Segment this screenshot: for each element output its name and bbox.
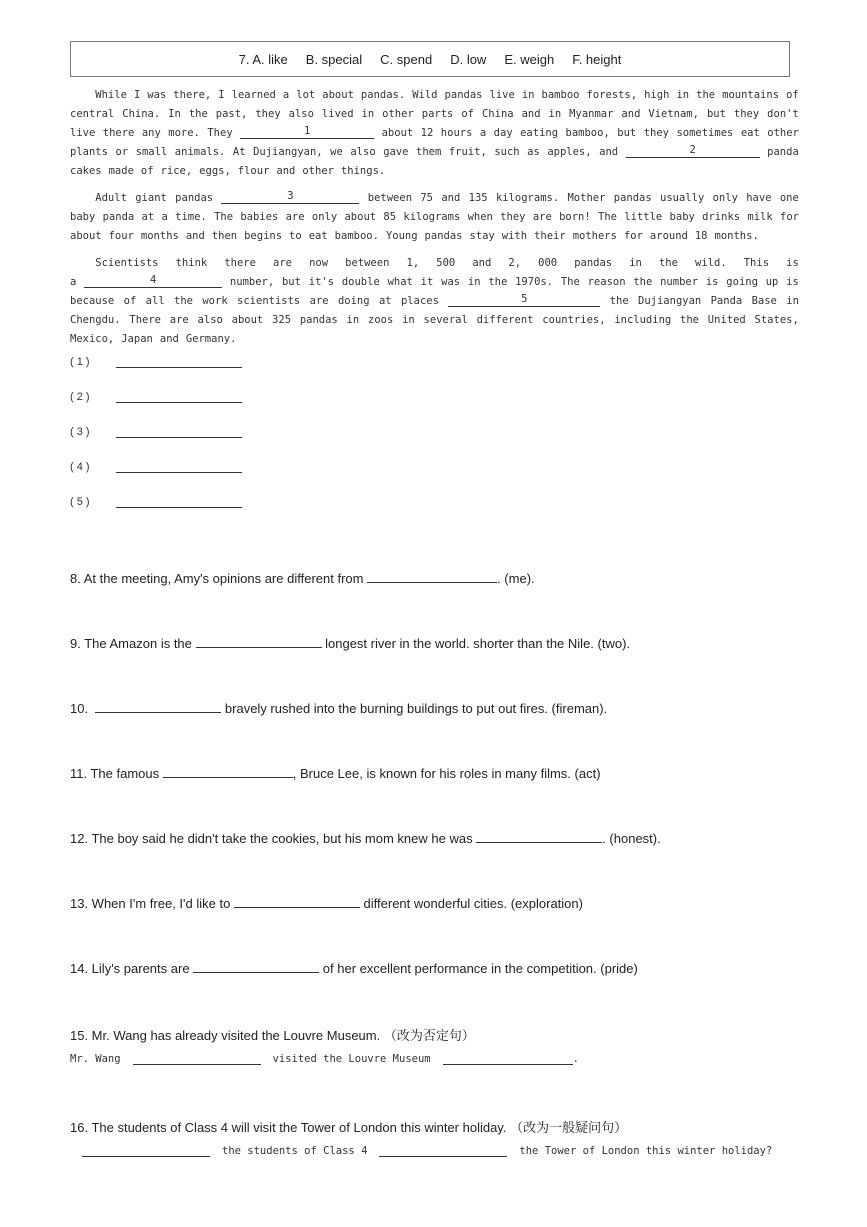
- passage-word: or: [115, 146, 129, 158]
- answer-blank-3[interactable]: [116, 424, 242, 438]
- passage-word: was: [147, 89, 167, 101]
- passage-word: gave: [383, 146, 409, 158]
- passage-word: is: [786, 276, 799, 288]
- passage-word: Dujiangyan,: [253, 146, 323, 158]
- passage-word: any: [141, 127, 161, 139]
- passage-word: Chengdu.: [70, 314, 121, 326]
- passage-word: high: [644, 89, 670, 101]
- passage-word: there,: [173, 89, 212, 101]
- question-text: 10.: [70, 701, 96, 716]
- passage-word: Germany.: [185, 333, 237, 345]
- passage-word: baby: [70, 211, 96, 223]
- passage-word: number: [660, 276, 699, 288]
- passage-word: 135: [468, 192, 488, 204]
- passage-line: [70, 292, 799, 311]
- passage-word: there: [102, 127, 135, 139]
- passage-word: but: [617, 127, 637, 139]
- answer-row-3: [70, 424, 242, 438]
- passage-line: [70, 227, 799, 246]
- passage-word: because: [70, 295, 115, 307]
- passage-word: Scientists: [70, 257, 159, 269]
- answer-label: ( 1 ): [70, 356, 90, 368]
- passage-word: only: [712, 192, 738, 204]
- passage-word: flour: [237, 165, 270, 177]
- passage-word: begins: [244, 230, 283, 242]
- passage-line: [70, 105, 799, 124]
- passage-word: at: [141, 211, 155, 223]
- passage-word: of: [123, 295, 137, 307]
- passage-word: different: [476, 314, 534, 326]
- passage-word: zoos: [368, 314, 394, 326]
- passage-word: things.: [340, 165, 386, 177]
- question-12: [70, 829, 661, 846]
- question-text: longest river in the world. shorter than the Nile. (two).: [321, 636, 631, 651]
- passage-word: Young: [385, 230, 418, 242]
- question-8: [70, 569, 535, 586]
- passage-word: for: [780, 211, 799, 223]
- passage-word: months: [140, 230, 179, 242]
- passage-word: apples,: [547, 146, 592, 158]
- passage-word: learned: [231, 89, 276, 101]
- passage-word: pandas: [299, 314, 338, 326]
- question-text: of her excellent performance in the competition. (pride): [319, 961, 638, 976]
- passage-word: stay: [469, 230, 495, 242]
- passage-word: at: [378, 295, 392, 307]
- passage-word: are: [169, 314, 189, 326]
- passage-word: eating: [520, 127, 559, 139]
- passage-word: The: [214, 211, 234, 223]
- passage-word: panda: [767, 146, 799, 158]
- passage-word: live: [70, 127, 96, 139]
- passage-word: about: [231, 314, 264, 326]
- passage-word: the: [174, 295, 193, 307]
- question-11: [70, 764, 601, 781]
- passage-word: and: [276, 165, 296, 177]
- question-text: .: [572, 1053, 579, 1065]
- passage-word: all: [145, 295, 165, 307]
- gap-5[interactable]: 5: [448, 292, 600, 307]
- passage-word: only: [311, 211, 338, 223]
- passage-word: to: [289, 230, 302, 242]
- answer-row-2: [70, 389, 242, 403]
- passage-word: and: [159, 333, 179, 345]
- option-e: E. weigh: [504, 51, 555, 67]
- passage-word: other: [382, 108, 414, 120]
- passage-word: of: [140, 165, 154, 177]
- passage-word: born!: [559, 211, 591, 223]
- passage-line: [70, 311, 799, 330]
- passage-word: the: [633, 276, 653, 288]
- passage-word: The: [598, 211, 617, 223]
- passage-word: are: [285, 211, 305, 223]
- passage-word: This: [743, 257, 770, 269]
- passage-word: the: [488, 276, 508, 288]
- question-13: [70, 894, 583, 911]
- passage-word: drinks: [702, 211, 741, 223]
- passage-word: I: [133, 89, 141, 101]
- passage-word: in: [346, 314, 360, 326]
- passage-word: China: [481, 108, 514, 120]
- passage-word: several: [423, 314, 468, 326]
- passage-word: 325: [272, 314, 292, 326]
- passage-word: in: [361, 108, 375, 120]
- passage-word: pandas: [574, 257, 613, 269]
- passage-word: the: [188, 108, 208, 120]
- passage-word: are: [273, 257, 292, 269]
- question-9: [70, 634, 630, 651]
- passage-word: 500: [436, 257, 456, 269]
- passage-word: places: [400, 295, 439, 307]
- passage-word: their: [534, 230, 566, 242]
- question-text: 11. The famous: [70, 766, 163, 781]
- passage-word: have: [746, 192, 772, 204]
- question-16: [70, 1117, 627, 1136]
- passage-paragraph-3: [70, 254, 799, 349]
- passage-word: 18: [694, 230, 708, 242]
- passage-word: live: [489, 89, 515, 101]
- question-text: bravely rushed into the burning buildings to put out fires. (fireman).: [221, 701, 608, 716]
- passage-line: [70, 189, 799, 208]
- answer-blank-1[interactable]: [116, 354, 242, 368]
- passage-word: time.: [175, 211, 207, 223]
- passage-line: [70, 273, 799, 292]
- passage-word: four: [108, 230, 134, 242]
- passage-word: as: [527, 146, 540, 158]
- passage-word: now: [309, 257, 329, 269]
- passage-word: when: [467, 211, 493, 223]
- answer-label: ( 5 ): [70, 496, 90, 508]
- passage-word: they: [733, 108, 760, 120]
- passage-word: a: [161, 211, 168, 223]
- word-options-box: [70, 41, 790, 77]
- gap-4[interactable]: 4: [84, 273, 222, 288]
- option-f: F. height: [572, 51, 622, 67]
- passage-word: are: [309, 295, 329, 307]
- passage-word: such: [494, 146, 520, 158]
- question-13-blank[interactable]: [234, 894, 360, 908]
- question-text: 9. The Amazon is the: [70, 636, 196, 651]
- passage-word: Japan: [121, 333, 153, 345]
- passage-word: and: [472, 257, 492, 269]
- passage-word: lot: [296, 89, 316, 101]
- passage-word: other: [767, 127, 799, 139]
- passage-word: 75: [420, 192, 434, 204]
- passage-word: baby: [669, 211, 695, 223]
- passage-word: panda: [102, 211, 135, 223]
- passage-word: 1970s.: [515, 276, 554, 288]
- passage-word: between: [367, 192, 413, 204]
- passage-word: they: [255, 108, 281, 120]
- passage-word: about: [344, 211, 377, 223]
- passage-word: going: [726, 276, 758, 288]
- passage-word: pandas: [613, 192, 652, 204]
- passage-word: they: [500, 211, 526, 223]
- passage-word: past,: [215, 108, 248, 120]
- passage-word: mountains: [722, 89, 780, 101]
- passage-word: in: [629, 257, 642, 269]
- passage-word: the: [658, 257, 678, 269]
- passage-line: [70, 162, 799, 181]
- passage-word: around: [649, 230, 688, 242]
- question-15: [70, 1025, 475, 1044]
- passage-line: [70, 86, 799, 105]
- question-14: [70, 959, 638, 976]
- passage-word: made: [108, 165, 134, 177]
- passage-word: more.: [168, 127, 200, 139]
- question-16-blank-2[interactable]: [379, 1144, 507, 1157]
- answer-row-4: [70, 459, 242, 473]
- passage-word: bamboo,: [565, 127, 610, 139]
- passage-word: scientists: [237, 295, 301, 307]
- passage-word: months.: [714, 230, 759, 242]
- passage-word: There: [129, 314, 161, 326]
- passage-word: usually: [660, 192, 705, 204]
- passage-word: While: [70, 89, 127, 101]
- passage-word: Vietnam,: [648, 108, 699, 120]
- passage-word: At: [232, 146, 246, 158]
- passage-word: forests,: [586, 89, 638, 101]
- passage-word: the: [696, 89, 716, 101]
- question-8-blank[interactable]: [367, 569, 497, 583]
- passage-word: and: [621, 108, 641, 120]
- question-text: 8. At the meeting, Amy's opinions are different from: [70, 571, 368, 586]
- passage-word: bamboo: [541, 89, 580, 101]
- question-text: . (me).: [497, 571, 535, 586]
- passage-word: them: [416, 146, 442, 158]
- question-text: the students of Class 4: [222, 1145, 368, 1157]
- passage-word: in: [676, 89, 690, 101]
- passage-word: small: [135, 146, 168, 158]
- passage-word: Mother: [567, 192, 606, 204]
- passage-word: in: [786, 295, 799, 307]
- passage-word: babies: [240, 211, 279, 223]
- passage-word: eat: [308, 230, 328, 242]
- passage-word: but: [281, 276, 301, 288]
- passage-word: in: [402, 314, 415, 326]
- passage-line: [70, 143, 799, 162]
- passage-word: don't: [767, 108, 799, 120]
- passage-word: milk: [747, 211, 773, 223]
- passage-word: doing: [337, 295, 370, 307]
- question-9-blank[interactable]: [196, 634, 322, 648]
- gap-1[interactable]: 1: [240, 124, 374, 139]
- passage-line: [70, 330, 799, 349]
- question-text: 12. The boy said he didn't take the cookies, but his mom knew he was: [70, 831, 477, 846]
- passage-word: we: [330, 146, 343, 158]
- passage-line: [70, 208, 799, 227]
- question-text: , Bruce Lee, is known for his roles in many films. (act): [292, 766, 601, 781]
- passage-word: one: [779, 192, 799, 204]
- passage-word: in: [521, 89, 535, 101]
- passage-word: of: [461, 108, 474, 120]
- passage-word: 2,: [508, 257, 522, 269]
- answer-row-5: [70, 494, 242, 508]
- passage-line: [70, 124, 799, 143]
- question-15-prompt: 15. Mr. Wang has already visited the Louvre Museum. （改为否定句）: [70, 1028, 475, 1043]
- question-text: 14. Lily's parents are: [70, 961, 194, 976]
- passage-word: In: [168, 108, 181, 120]
- passage-word: the: [609, 295, 629, 307]
- passage-word: is: [705, 276, 719, 288]
- passage-word: States,: [754, 314, 799, 326]
- passage-word: it: [420, 276, 434, 288]
- passage-word: rice,: [160, 165, 193, 177]
- question-text: visited the Louvre Museum: [272, 1053, 431, 1065]
- answer-blank-4[interactable]: [116, 459, 242, 473]
- passage-word: a: [70, 276, 77, 288]
- question-text: . (honest).: [602, 831, 661, 846]
- passage-word: Dujiangyan: [638, 295, 702, 307]
- passage-word: pandas: [444, 89, 483, 101]
- answer-label: ( 4 ): [70, 461, 90, 473]
- passage-word: countries,: [542, 314, 606, 326]
- passage-word: 000: [538, 257, 558, 269]
- passage-word: They: [207, 127, 233, 139]
- passage-word: was: [441, 276, 461, 288]
- passage-word: it's: [308, 276, 335, 288]
- question-15-blank-1[interactable]: [133, 1052, 261, 1065]
- passage-word: mothers: [572, 230, 617, 242]
- passage-word: plants: [70, 146, 108, 158]
- passage-paragraph-1: [70, 86, 799, 181]
- passage-word: Mexico,: [70, 333, 115, 345]
- passage-word: Wild: [412, 89, 438, 101]
- passage-word: also: [197, 314, 223, 326]
- passage-word: about: [381, 127, 414, 139]
- passage-word: pandas: [424, 230, 463, 242]
- passage-word: for: [623, 230, 643, 242]
- passage-word: also: [288, 108, 314, 120]
- passage-word: double: [341, 276, 380, 288]
- passage-word: cakes: [70, 165, 102, 177]
- question-12-blank[interactable]: [476, 829, 602, 843]
- passage-word: and: [599, 146, 619, 158]
- passage-word: Myanmar: [569, 108, 614, 120]
- passage-word: about: [322, 89, 354, 101]
- passage-word: 85: [383, 211, 397, 223]
- passage-word: kilograms: [403, 211, 461, 223]
- question-15-blank-2[interactable]: [443, 1052, 573, 1065]
- passage-word: eat: [740, 127, 760, 139]
- passage-word: lived: [321, 108, 354, 120]
- passage-word: work: [202, 295, 228, 307]
- answer-blank-5[interactable]: [116, 494, 242, 508]
- question-text: the Tower of London this winter holiday?: [519, 1145, 773, 1157]
- passage-word: the: [680, 314, 699, 326]
- passage-word: bamboo.: [334, 230, 379, 242]
- passage-word: kilograms.: [495, 192, 560, 204]
- passage-word: pandas.: [360, 89, 406, 101]
- passage-word: other: [302, 165, 334, 177]
- passage-word: a: [479, 127, 487, 139]
- passage-word: animals.: [174, 146, 226, 158]
- passage-word: and: [521, 108, 541, 120]
- question-text: different wonderful cities. (exploration): [359, 896, 583, 911]
- passage-word: a: [282, 89, 290, 101]
- answer-label: ( 3 ): [70, 426, 90, 438]
- passage-word: of: [786, 89, 799, 101]
- passage-word: I: [218, 89, 225, 101]
- passage-word: including: [614, 314, 672, 326]
- passage-word: is: [786, 257, 799, 269]
- passage-word: but: [706, 108, 726, 120]
- passage-word: are: [532, 211, 552, 223]
- passage-word: and: [441, 192, 461, 204]
- option-b: B. special: [305, 51, 363, 67]
- passage-word: pandas: [175, 192, 214, 204]
- option-a: 7. A. like: [238, 51, 288, 67]
- passage-word: in: [548, 108, 562, 120]
- passage-word: hours: [440, 127, 473, 139]
- gap-2[interactable]: 2: [626, 143, 760, 158]
- question-11-blank[interactable]: [163, 764, 293, 778]
- passage-word: Base: [751, 295, 777, 307]
- passage-word: China.: [122, 108, 161, 120]
- passage-word: with: [501, 230, 528, 242]
- question-text: Mr. Wang: [70, 1053, 121, 1065]
- passage-word: The: [560, 276, 580, 288]
- passage-word: number,: [229, 276, 275, 288]
- passage-word: central: [70, 108, 115, 120]
- passage-word: in: [467, 276, 481, 288]
- passage-word: little: [624, 211, 663, 223]
- passage-word: reason: [587, 276, 626, 288]
- passage-word: United: [707, 314, 746, 326]
- passage-word: wild.: [695, 257, 727, 269]
- passage-word: also: [350, 146, 376, 158]
- answer-row-1: [70, 354, 242, 368]
- question-10-blank[interactable]: [95, 699, 221, 713]
- passage-word: between: [345, 257, 390, 269]
- passage-word: fruit,: [448, 146, 487, 158]
- passage-word: up: [765, 276, 779, 288]
- gap-3[interactable]: 3: [221, 189, 359, 204]
- question-16-rewrite: [82, 1144, 772, 1157]
- passage-paragraph-2: [70, 189, 799, 246]
- question-text: 13. When I'm free, I'd like to: [70, 896, 234, 911]
- question-15-rewrite: [70, 1052, 579, 1065]
- answer-label: ( 2 ): [70, 391, 90, 403]
- passage-word: 12: [420, 127, 434, 139]
- option-d: D. low: [450, 51, 487, 67]
- passage-word: Adult: [70, 192, 127, 204]
- passage-word: they: [643, 127, 669, 139]
- passage-word: what: [387, 276, 413, 288]
- passage-word: Panda: [710, 295, 743, 307]
- question-10: [70, 699, 607, 716]
- option-c: C. spend: [380, 51, 433, 67]
- passage-line: [70, 254, 799, 273]
- passage-word: day: [493, 127, 513, 139]
- passage-word: then: [211, 230, 238, 242]
- passage-word: sometimes: [676, 127, 734, 139]
- passage-word: parts: [421, 108, 454, 120]
- passage-word: 1,: [406, 257, 420, 269]
- question-14-blank[interactable]: [193, 959, 319, 973]
- passage-word: about: [70, 230, 102, 242]
- question-16-prompt: 16. The students of Class 4 will visit the Tower of London this winter holiday. （改为一般疑问句）: [70, 1120, 628, 1135]
- passage-word: there: [224, 257, 256, 269]
- passage-word: eggs,: [199, 165, 231, 177]
- passage-word: think: [175, 257, 208, 269]
- passage-word: and: [185, 230, 205, 242]
- question-16-blank-1[interactable]: [82, 1144, 210, 1157]
- passage-word: giant: [135, 192, 167, 204]
- answer-blank-2[interactable]: [116, 389, 242, 403]
